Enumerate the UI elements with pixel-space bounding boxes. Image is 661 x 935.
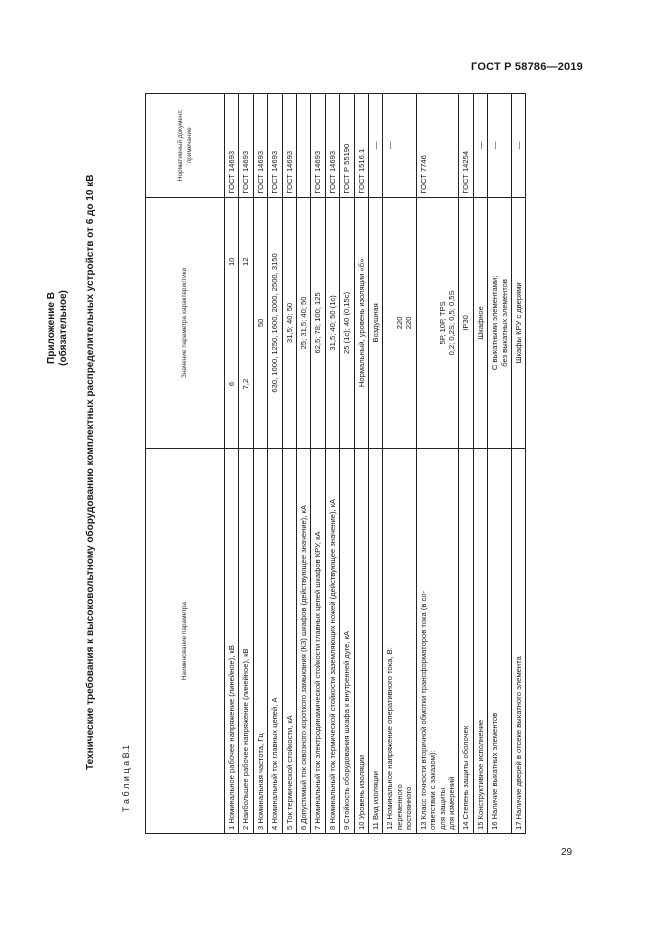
main-title-text: Технические требования к высоковольтному оборудованию комплектных распределительных устройств от 6 до 10 кВ xyxy=(85,174,96,770)
value-line xyxy=(419,201,428,446)
row-norm: — xyxy=(488,94,512,198)
row-value: Шкафное xyxy=(473,197,487,449)
row-param: 16 Наличие выкатных элементов xyxy=(488,449,512,834)
table-row xyxy=(239,94,253,834)
row-param: 6 Допустимый ток сквозного короткого замыкания (КЗ) шкафов (действующее значение), кА xyxy=(297,449,311,834)
row-param: 8 Номинальный ток термической стойкости заземляющих ножей (действующее значение), кА xyxy=(325,449,339,834)
table-label xyxy=(120,692,132,812)
table-label-text: Т а б л и ц а В.1 xyxy=(121,744,131,812)
row-param: 7 Номинальный ток электродинамической стойкости главных цепей шкафов КРУ, кА xyxy=(311,449,325,834)
table-row xyxy=(253,94,267,834)
row-value: 630, 1000, 1250, 1600, 2000, 2500, 3150 xyxy=(268,197,282,449)
table-row xyxy=(369,94,383,834)
row-value xyxy=(239,197,253,449)
row-value: Воздушная xyxy=(369,197,383,449)
value-line: 0,2; 0,2S; 0,5; 0,5S xyxy=(446,290,456,356)
row-value xyxy=(488,197,512,449)
param-line: ответствии с заказом): xyxy=(428,750,438,830)
row-param: 3 Номинальная частота, Гц xyxy=(253,449,267,834)
row-value: 25 (1с); 40 (0,15с) xyxy=(340,197,354,449)
row-value: Шкафы КРУ с дверями xyxy=(511,197,525,449)
value-line: без выкатных элементов xyxy=(499,279,509,367)
row-norm: — xyxy=(369,94,383,198)
main-title xyxy=(84,130,97,770)
row-norm: — xyxy=(511,94,525,198)
page-number: 29 xyxy=(561,847,573,858)
row-value xyxy=(416,197,459,449)
row-param: 9 Стойкость оборудования шкафа к внутренней дуге, кА xyxy=(340,449,354,834)
row-norm: ГОСТ Р 55190 xyxy=(340,94,354,198)
row-param: 15 Конструктивное исполнение xyxy=(473,449,487,834)
value-line xyxy=(385,201,394,446)
param-line: постоянного xyxy=(404,786,414,830)
appendix-subtitle: (обязательное) xyxy=(58,290,69,366)
row-param: 14 Степень защиты оболочек xyxy=(459,449,473,834)
table-row xyxy=(416,94,459,834)
row-norm: ГОСТ 1516.1 xyxy=(354,94,368,198)
appendix-title: Приложение В xyxy=(46,292,57,364)
table-row xyxy=(459,94,473,834)
value-line: 220 xyxy=(394,316,404,330)
value-line: 5Р, 10Р, TPS xyxy=(437,301,447,345)
param-line: 13 Класс точности вторичной обмотки трансформаторов тока (в со- xyxy=(418,590,428,830)
row-param: 4 Номинальный ток главных цепей, А xyxy=(268,449,282,834)
value-line xyxy=(428,201,437,446)
header-value: Значение параметра характеристики xyxy=(146,197,225,449)
specifications-table xyxy=(145,93,526,834)
row-value: 31,5; 40; 50 xyxy=(282,197,296,449)
row-value: Нормальный, уровень изоляции «б» xyxy=(354,197,368,449)
row-norm: ГОСТ 14693 xyxy=(282,94,296,198)
row-value xyxy=(383,197,416,449)
table-row xyxy=(225,94,239,834)
row-norm: ГОСТ 14693 xyxy=(239,94,253,198)
appendix-block xyxy=(46,168,70,488)
row-param: 11 Вид изоляции xyxy=(369,449,383,834)
row-norm: ГОСТ 14693 xyxy=(311,94,325,198)
table-row xyxy=(383,94,416,834)
value-10: 10 xyxy=(227,257,236,266)
row-norm: ГОСТ 14693 xyxy=(225,94,239,198)
row-norm: ГОСТ 14693 xyxy=(268,94,282,198)
param-line: для защиты xyxy=(437,787,447,830)
table-row xyxy=(282,94,296,834)
row-value: 50 xyxy=(253,197,267,449)
table-row xyxy=(354,94,368,834)
table-row xyxy=(488,94,512,834)
table-wrapper xyxy=(145,93,583,834)
value-12: 12 xyxy=(241,257,251,266)
row-param: 17 Наличие дверей в отсеке выкатного элемента xyxy=(511,449,525,834)
value-line: С выкатными элементами; xyxy=(490,275,500,371)
row-norm: ГОСТ 7746 xyxy=(416,94,459,198)
param-line: для измерений xyxy=(446,776,456,830)
row-norm: — xyxy=(473,94,487,198)
row-norm: — xyxy=(383,94,416,198)
row-param: 2 Наибольшее рабочее напряжение (линейное), кВ xyxy=(239,449,253,834)
row-value xyxy=(225,197,239,449)
row-value: IP30 xyxy=(459,197,473,449)
row-param: 10 Уровень изоляции xyxy=(354,449,368,834)
row-value: 31,5; 40; 50 (1с) xyxy=(325,197,339,449)
table-row xyxy=(511,94,525,834)
row-value: 62,5; 78; 100; 125 xyxy=(311,197,325,449)
row-norm: ГОСТ 14254 xyxy=(459,94,473,198)
table-row xyxy=(325,94,339,834)
header-norm: Нормативный документ, примечание xyxy=(146,94,225,198)
param-line: переменного xyxy=(394,784,404,830)
value-line: 220 xyxy=(404,316,414,330)
table-row xyxy=(297,94,311,834)
standard-header: ГОСТ Р 58786—2019 xyxy=(471,61,583,73)
row-norm xyxy=(297,94,311,198)
value-7-2: 7,2 xyxy=(241,378,251,390)
row-norm: ГОСТ 14693 xyxy=(253,94,267,198)
header-param: Наименование параметра xyxy=(146,449,225,834)
value-6: 6 xyxy=(227,381,236,387)
table-row xyxy=(473,94,487,834)
row-param xyxy=(383,449,416,834)
row-param: 1 Номинальное рабочее напряжение (линейное), кВ xyxy=(225,449,239,834)
row-param xyxy=(416,449,459,834)
table-row xyxy=(311,94,325,834)
row-param: 5 Ток термической стойкости, кА xyxy=(282,449,296,834)
table-row xyxy=(340,94,354,834)
row-norm: ГОСТ 14693 xyxy=(325,94,339,198)
row-value: 25; 31,5; 40; 50 xyxy=(297,197,311,449)
param-line: 12 Номинальное напряжение оперативного тока, В: xyxy=(385,647,395,830)
table-row xyxy=(268,94,282,834)
table-header-row xyxy=(146,94,225,834)
